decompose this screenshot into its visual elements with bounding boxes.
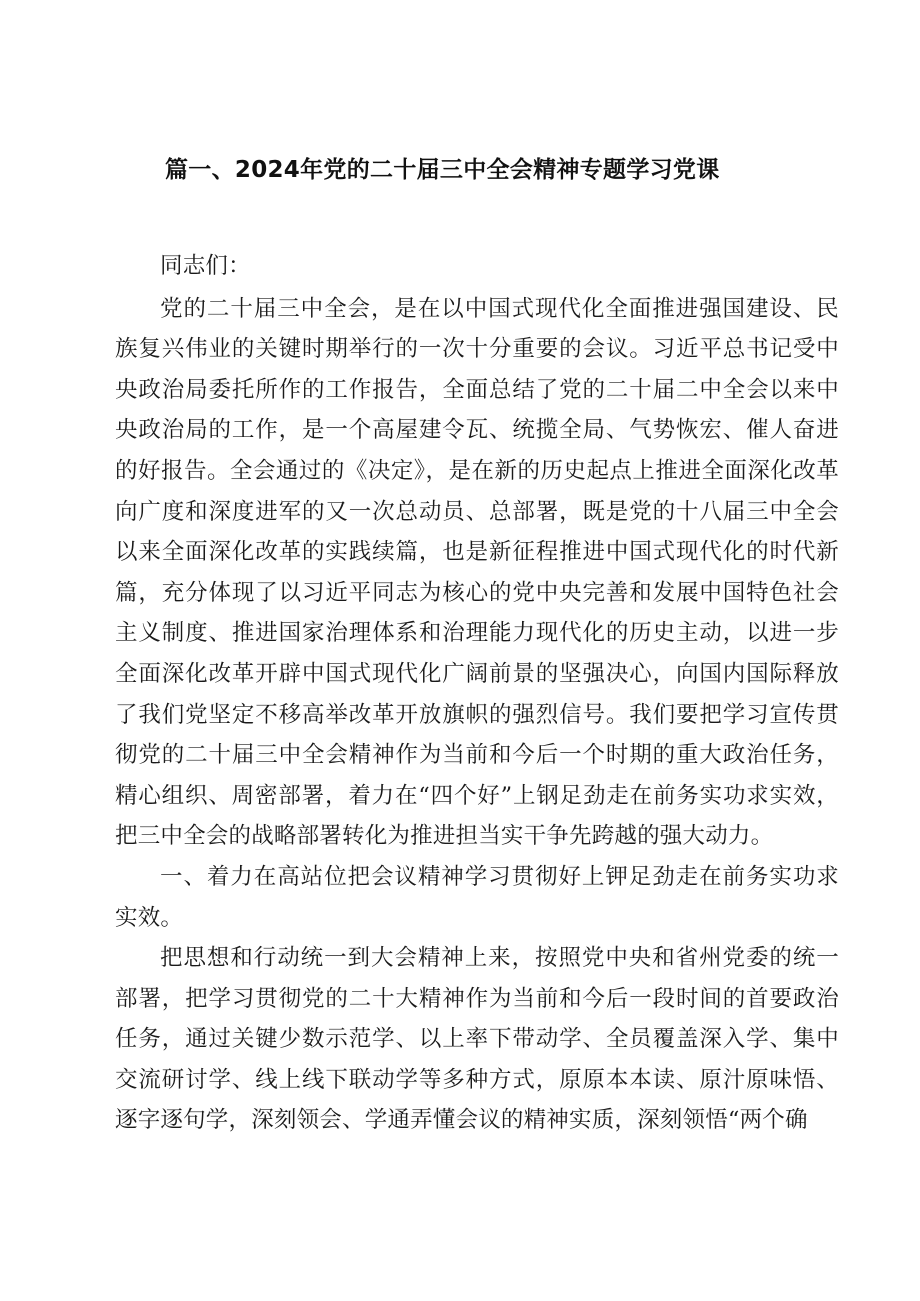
body-paragraph-intro: 党的二十届三中全会，是在以中国式现代化全面推进强国建设、民族复兴伟业的关键时期举行的一次十分重要的会议。习近平总书记受中央政治局委托所作的工作报告，全面总结了党的二十届二中全会以来中央政治局的工作，是一个高屋建令瓦、统揽全局、气势恢宏、催人奋进的好报告。全会通过的《决定》，是在新的历史起点上推进全面深化改革向广度和深度进军的又一次总动员、总部署，既是党的十八届三中全会以来全面深化改革的实践续篇，也是新征程推进中国式现代化的时代新篇，充分体现了以习近平同志为核心的党中央完善和发展中国特色社会主义制度、推进国家治理体系和治理能力现代化的历史主动，以进一步全面深化改革开辟中国式现代化广阔前景的坚强决心，向国内国际释放了我们党坚定不移高举改革开放旗帜的强烈信号。我们要把学习宣传贯彻党的二十届三中全会精神作为当前和今后一个时期的重大政治任务，精心组织、周密部署，着力在“四个好”上钢足劲走在前务实功求实效，把三中全会的战略部署转化为推进担当实干争先跨越的强大动力。 xyxy=(115,295,839,850)
greeting-paragraph: 同志们： xyxy=(160,253,251,279)
section-heading-one: 一、着力在高站位把会议精神学习贯彻好上钾足劲走在前务实功求实效。 xyxy=(115,863,839,931)
body-paragraph-section-one: 把思想和行动统一到大会精神上来，按照党中央和省州党委的统一部署，把学习贯彻党的二十大精神作为当前和今后一段时间的首要政治任务，通过关键少数示范学、以上率下带动学、全员覆盖深入学、集中交流研讨学、线上线下联动学等多种方式，原原本本读、原汁原味悟、逐字逐句学，深刻领会、学通弄懂会议的精神实质，深刻领悟“两个确 xyxy=(115,945,839,1134)
document-body xyxy=(115,246,839,1141)
document-title: 篇一、2024年党的二十届三中全会精神专题学习党课 xyxy=(165,157,720,183)
